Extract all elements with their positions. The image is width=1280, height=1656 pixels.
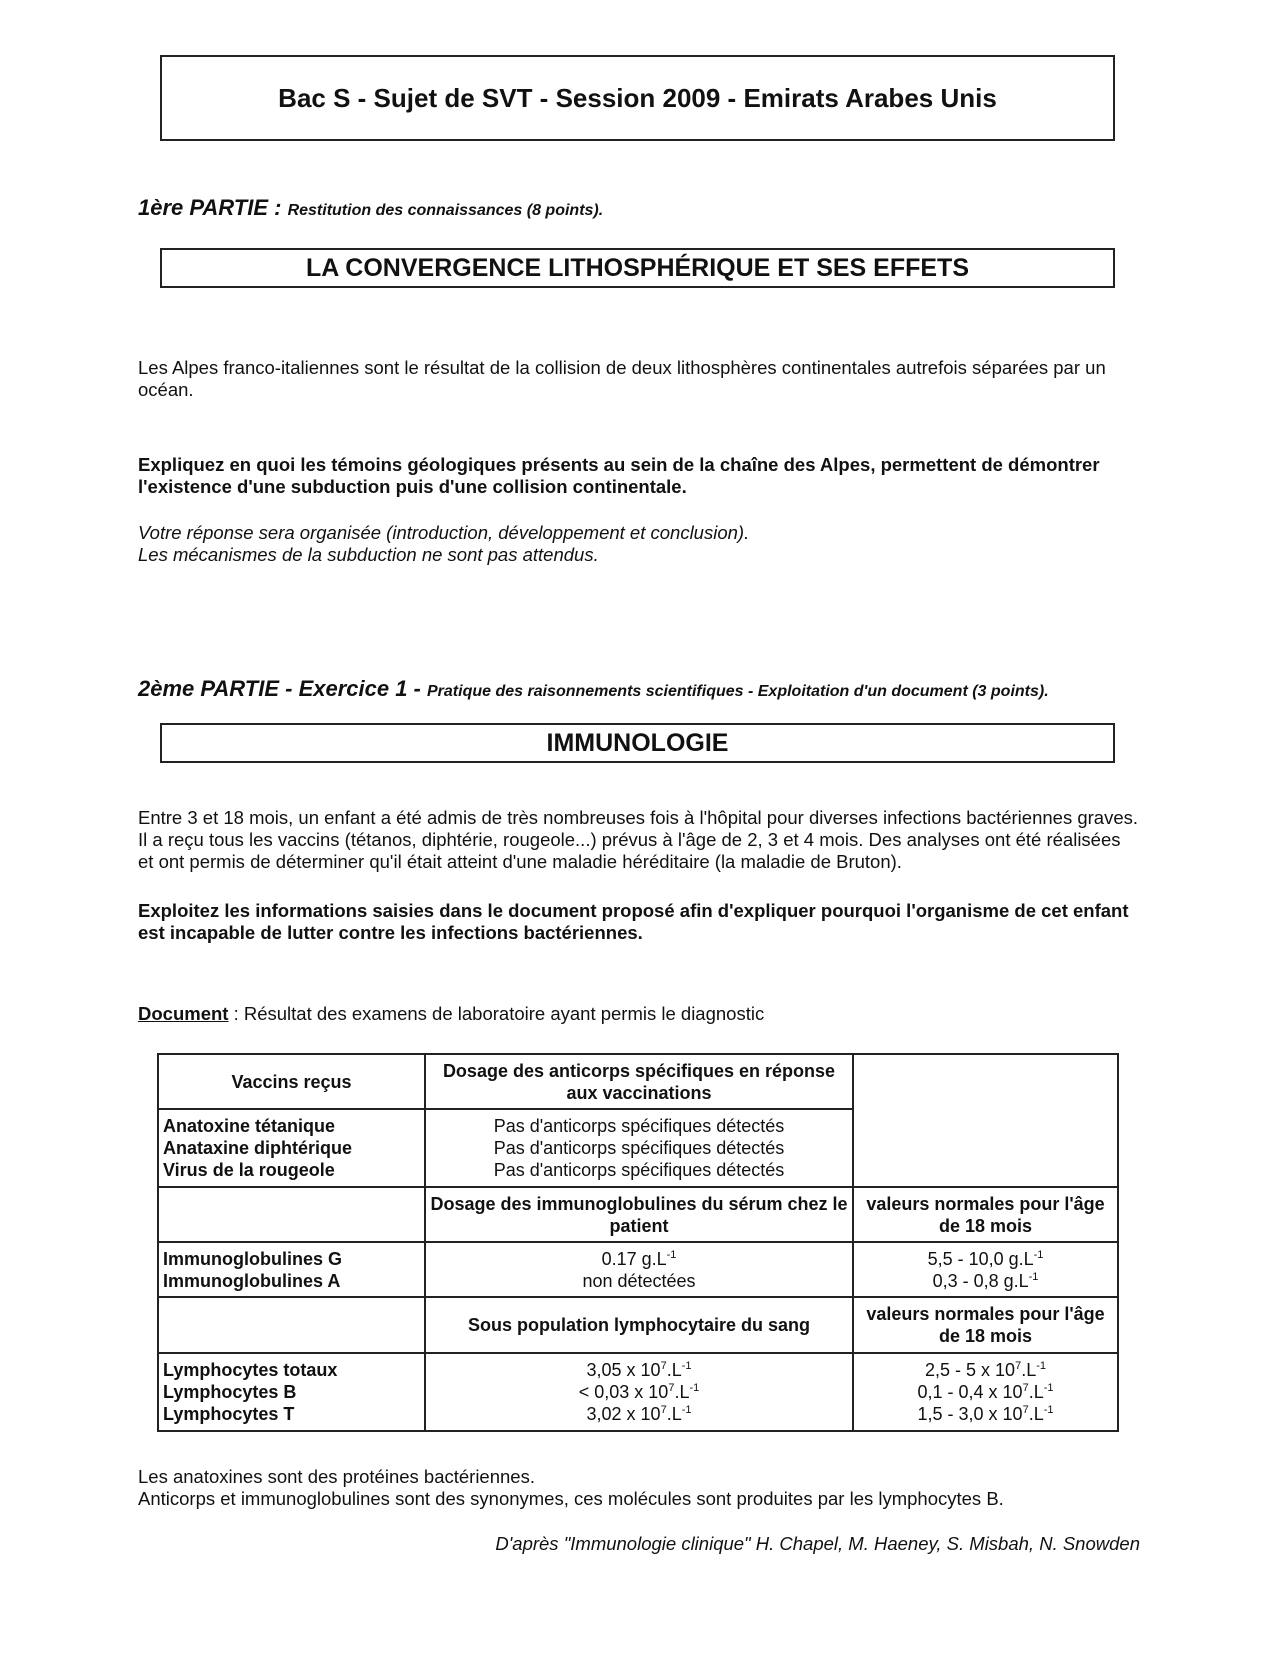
anticorps-values (425, 1109, 853, 1187)
empty-cell (158, 1187, 425, 1242)
lympho-normal: 2,5 - 5 x $10^7.L^{-1}$ (925, 1360, 1046, 1380)
vaccins-header: Vaccins reçus (158, 1054, 425, 1109)
lympho-header: Sous population lymphocytaire du sang (425, 1297, 853, 1353)
immuno-list (158, 1242, 425, 1297)
lympho-normal: 0,1 - 0,4 x $10^7.L^{-1}$ (917, 1382, 1054, 1402)
part2-label: 2ème PARTIE - Exercice 1 - (138, 676, 427, 701)
vaccins-list (158, 1109, 425, 1187)
footer-notes (138, 1466, 1138, 1510)
anticorps-value: Pas d'anticorps spécifiques détectés (493, 1138, 785, 1158)
lympho-value: 3,05 x $10^7.L^{-1}$ (586, 1360, 692, 1380)
vaccin-row: Anatoxine tétanique (163, 1116, 336, 1136)
immuno-row: Immunoglobulines A (163, 1270, 341, 1291)
source-citation: D'après "Immunologie clinique" H. Chapel, M. Haeney, S. Misbah, N. Snowden (495, 1533, 1140, 1554)
empty-cell (158, 1297, 425, 1353)
part1-intro: Les Alpes franco-italiennes sont le résultat de la collision de deux lithosphères continentales autrefois séparées par un océan. (138, 357, 1106, 400)
lympho-list (158, 1353, 425, 1431)
part2-subtitle: Pratique des raisonnements scientifiques - Exploitation d'un document (3 points). (427, 683, 1049, 700)
part2-heading (138, 678, 1049, 703)
document-label: Document (138, 1003, 229, 1024)
lympho-values (425, 1353, 853, 1431)
part1-heading (138, 197, 603, 222)
part1-subtitle: Restitution des connaissances (8 points). (287, 202, 604, 219)
immuno-normal: 5,5 - 10,0 $g.L^{-1}$ (927, 1248, 1044, 1269)
vaccin-row: Virus de la rougeole (163, 1160, 335, 1180)
part2-question: Exploitez les informations saisies dans le document proposé afin d'expliquer pourquoi l'organisme de cet enfant est incapable de lutter contre les infections bactériennes. (138, 900, 1129, 943)
anticorps-value: Pas d'anticorps spécifiques détectés (493, 1116, 785, 1136)
part2-section-title: IMMUNOLOGIE (160, 723, 1115, 763)
part1-question: Expliquez en quoi les témoins géologiques présents au sein de la chaîne des Alpes, permettent de démontrer l'existence d'une subduction puis d'une collision continentale. (138, 454, 1100, 497)
part1-note-2: Les mécanismes de la subduction ne sont pas attendus. (138, 544, 599, 565)
lympho-normal-values (853, 1353, 1118, 1431)
immuno-normal: 0,3 - 0,8 $g.L^{-1}$ (932, 1270, 1039, 1291)
lympho-value: 3,02 x $10^7.L^{-1}$ (586, 1404, 692, 1424)
lympho-row: Lymphocytes totaux (163, 1360, 338, 1380)
document-caption-text: : Résultat des examens de laboratoire ayant permis le diagnostic (228, 1003, 765, 1024)
lympho-normal: 1,5 - 3,0 x $10^7.L^{-1}$ (917, 1404, 1054, 1424)
immuno-values (425, 1242, 853, 1297)
part1-section-title: LA CONVERGENCE LITHOSPHÉRIQUE ET SES EFFETS (160, 248, 1115, 288)
lympho-normal-header: valeurs normales pour l'âge de 18 mois (853, 1297, 1118, 1353)
anticorps-header: Dosage des anticorps spécifiques en réponse aux vaccinations (425, 1054, 853, 1109)
lympho-row: Lymphocytes B (163, 1382, 297, 1402)
document-caption (138, 1003, 1138, 1025)
immuno-row: Immunoglobulines G (163, 1248, 342, 1269)
lympho-value: < 0,03 x $10^7.L^{-1}$ (578, 1382, 700, 1402)
part1-label: 1ère PARTIE : (138, 195, 288, 220)
footer-note-2: Anticorps et immunoglobulines sont des synonymes, ces molécules sont produites par les lymphocytes B. (138, 1488, 1004, 1509)
part1-instructions (138, 522, 1138, 566)
immuno-normal-header: valeurs normales pour l'âge de 18 mois (853, 1187, 1118, 1242)
part2-intro: Entre 3 et 18 mois, un enfant a été admis de très nombreuses fois à l'hôpital pour diverses infections bactériennes graves. Il a reçu tous les vaccins (tétanos, diphtérie, rougeole...) prévus à l'âge de 2, 3 et 4 mois. Des analyses ont été réalisées et ont permis de déterminer qu'il était atteint d'une maladie héréditaire (la maladie de Bruton). (138, 807, 1139, 872)
empty-cell (853, 1054, 1118, 1187)
immuno-header: Dosage des immunoglobulines du sérum chez le patient (425, 1187, 853, 1242)
immuno-normal-values (853, 1242, 1118, 1297)
immuno-value: 0.17 $g.L^{-1}$ (601, 1248, 677, 1269)
vaccin-row: Anataxine diphtérique (163, 1138, 353, 1158)
footer-note-1: Les anatoxines sont des protéines bactériennes. (138, 1466, 535, 1487)
page-title: Bac S - Sujet de SVT - Session 2009 - Emirats Arabes Unis (160, 55, 1115, 141)
part1-note-1: Votre réponse sera organisée (introduction, développement et conclusion). (138, 522, 750, 543)
results-table (157, 1053, 1119, 1432)
immuno-value: non détectées (582, 1270, 696, 1291)
lympho-row: Lymphocytes T (163, 1404, 295, 1424)
anticorps-value: Pas d'anticorps spécifiques détectés (493, 1160, 785, 1180)
